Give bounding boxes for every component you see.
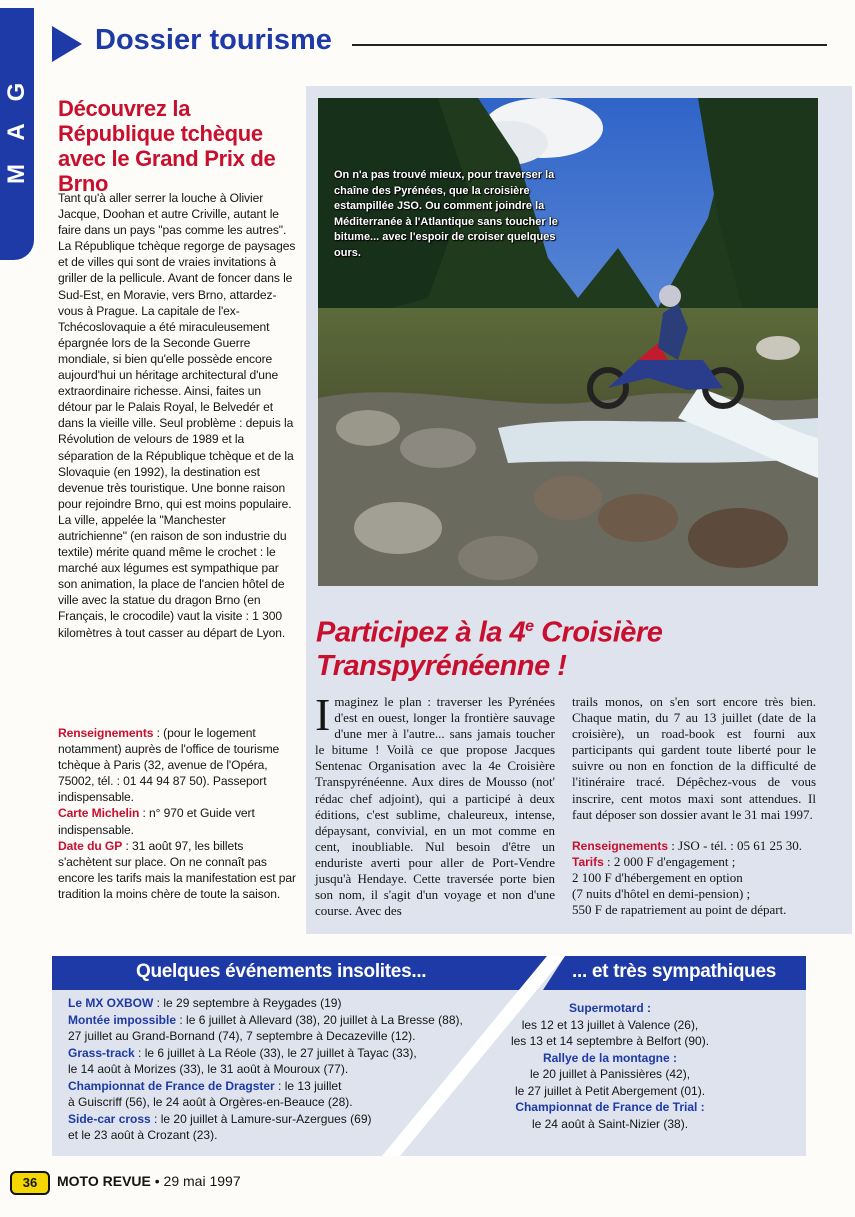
cruise-article-info (572, 838, 822, 918)
info-line: 2 100 F d'hébergement en option (572, 870, 743, 886)
cruise-article-column-2: trails monos, on s'en sort encore très bien. Chaque matin, du 7 au 13 juillet (date de la croisière), un road-book est fourni aux participants qui gardent toute liberté pour le suivre ou non en fonction de la difficulté de l'itinéraire tracé. Dépêchez-vous de vous inscrire, cent motos maxi sont attendues. Il faut déposer son dossier avant le 31 mai 1997. (572, 694, 816, 822)
info-text: : JSO - tél. : 05 61 25 30. (668, 838, 803, 853)
cruise-article-column-1 (315, 689, 555, 919)
column-text: maginez le plan : traverser les Pyrénées d'est en ouest, longer la frontière sauvage d'une mer à l'autre... sans jamais toucher le bitume ! Voilà ce que propose Jacques Sentenac Organisation avec la 4e Croisière Transpyrénéenne. Aux dires de Mousso (not' rédac chef adjoint), qui a participé à deux éditions, c'est sublime, chaleureux, intense, dépaysant, convivial, en un mot comme en cent, inoubliable. Nul besoin d'être un enduriste averti pour aller de Port-Vendre jusqu'à Hendaye. Cette traversée porte bien son nom, il s'agit d'un voyage et non d'une course. Avec des (315, 694, 555, 919)
info-label: Date du GP (58, 838, 123, 853)
header-rule (352, 44, 827, 46)
info-text: : n° 970 et Guide vert indispensable. (58, 806, 255, 837)
czech-article-info (58, 725, 298, 902)
info-text: : 31 août 97, les billets s'achètent sur place. On ne connaît pas encore les tarifs mais la manifestation est par tradition la moins chère de toute la saison. (58, 838, 296, 901)
info-line: 550 F de rapatriement au point de départ. (572, 902, 787, 918)
info-label: Tarifs (572, 855, 604, 870)
section-title: Dossier tourisme (95, 24, 332, 56)
events-list-left (68, 995, 463, 1144)
event-item: Rallye de la montagne : le 20 juillet à Panissières (42), le 27 juillet à Petit Abergement (01). (514, 1050, 706, 1098)
cruise-title-sup: e (525, 618, 534, 635)
page-number: 36 (10, 1171, 50, 1195)
czech-article-body: Tant qu'à aller serrer la louche à Olivier Jacque, Doohan et autre Criville, autant le faire dans un pays "pas comme les autres". La République tchèque regorge de paysages et de villes qui sont de vraies invitations à griller de la pellicule. Avant de foncer dans le Sud-Est, en Moravie, vers Brno, attardez-vous à Prague. La capitale de l'ex-Tchécoslovaquie a été miraculeusement épargnée lors de la Seconde Guerre mondiale, si bien qu'elle possède encore aujourd'hui un héritage architectural d'une extraordinaire richesse. Ainsi, faites un détour par le Palais Royal, le Belvedér et dans la vieille ville. Seul problème : depuis la Révolution de velours de 1989 et la séparation de la République tchèque et de la Slovaquie (en 1992), la destination est devenue très touristique. Une bonne raison pour rejoindre Brno, qui est moins populaire. La ville, appelée la "Manchester autrichienne" (en raison de son industrie du textile) mérite quand même le crochet : le marché aux légumes est sympathique par son animation, la place de l'ancien hôtel de ville avec la statue du dragon Brno (en Français, le crocodile) vaut la visite : 1 300 kilomètres à tout casser au départ de Lyon. (58, 191, 296, 640)
event-item: Le MX OXBOW : le 29 septembre à Reygades (19) (68, 996, 342, 1010)
events-list-right (420, 1000, 800, 1132)
info-text: : 2 000 F d'engagement ; (603, 854, 736, 870)
section-arrow-icon (52, 26, 82, 62)
drop-cap: I (315, 689, 331, 740)
mag-side-tab (0, 8, 34, 260)
cruise-title-rest: Croisière Transpyrénéenne ! (316, 616, 663, 682)
photo-caption: On n'a pas trouvé mieux, pour traverser la chaîne des Pyrénées, que la croisière estampillée JSO. Ou comment joindre la Méditerranée à l'Atlantique sans toucher le bitume... avec l'espoir de croiser quelques ours. (334, 169, 558, 259)
mag-letter: G (3, 82, 30, 102)
magazine-name: MOTO REVUE (57, 1173, 151, 1189)
event-item: Side-car cross : le 20 juillet à Lamure-sur-Azergues (69) et le 23 août à Crozant (23). (68, 1111, 372, 1142)
events-heading-right: ... et très sympathiques (572, 961, 776, 982)
info-line: (7 nuits d'hôtel en demi-pension) ; (572, 886, 751, 902)
mag-letter: M (3, 164, 30, 184)
info-label: Carte Michelin (58, 806, 140, 821)
cruise-article-title (316, 610, 836, 683)
issue-date: • 29 mai 1997 (150, 1173, 241, 1189)
events-heading-left: Quelques événements insolites... (136, 961, 427, 982)
event-item: Montée impossible : le 6 juillet à Allevard (38), 20 juillet à La Bresse (88), 27 juillet au Grand-Bornand (74), 7 septembre à Decazeville (12). (68, 1012, 463, 1043)
footer-brand (57, 1173, 241, 1189)
mag-letter: A (3, 123, 30, 141)
event-item: Championnat de France de Trial : le 24 août à Saint-Nizier (38). (515, 1100, 705, 1131)
info-text: : (pour le logement notamment) auprès de l'office de tourisme tchèque à Paris (32, avenue de l'Opéra, 75002, tél. : 01 44 94 87 50). Passeport indispensable. (58, 726, 280, 805)
event-item: Supermotard : les 12 et 13 juillet à Valence (26), les 13 et 14 septembre à Belfort (90). (510, 1001, 710, 1048)
czech-article-title: Découvrez la République tchèque avec le Grand Prix de Brno (58, 96, 276, 196)
info-label: Renseignements (572, 839, 669, 853)
info-label: Renseignements (58, 726, 154, 740)
event-item: Grass-track : le 6 juillet à La Réole (33), le 27 juillet à Tayac (33), le 14 août à Morizes (33), le 31 août à Mouroux (77). (68, 1045, 417, 1076)
cruise-title-main: Participez à la 4 (316, 616, 526, 649)
event-item: Championnat de France de Dragster : le 13 juillet à Guiscriff (56), le 24 août à Orgères-en-Beauce (28). (68, 1078, 353, 1109)
